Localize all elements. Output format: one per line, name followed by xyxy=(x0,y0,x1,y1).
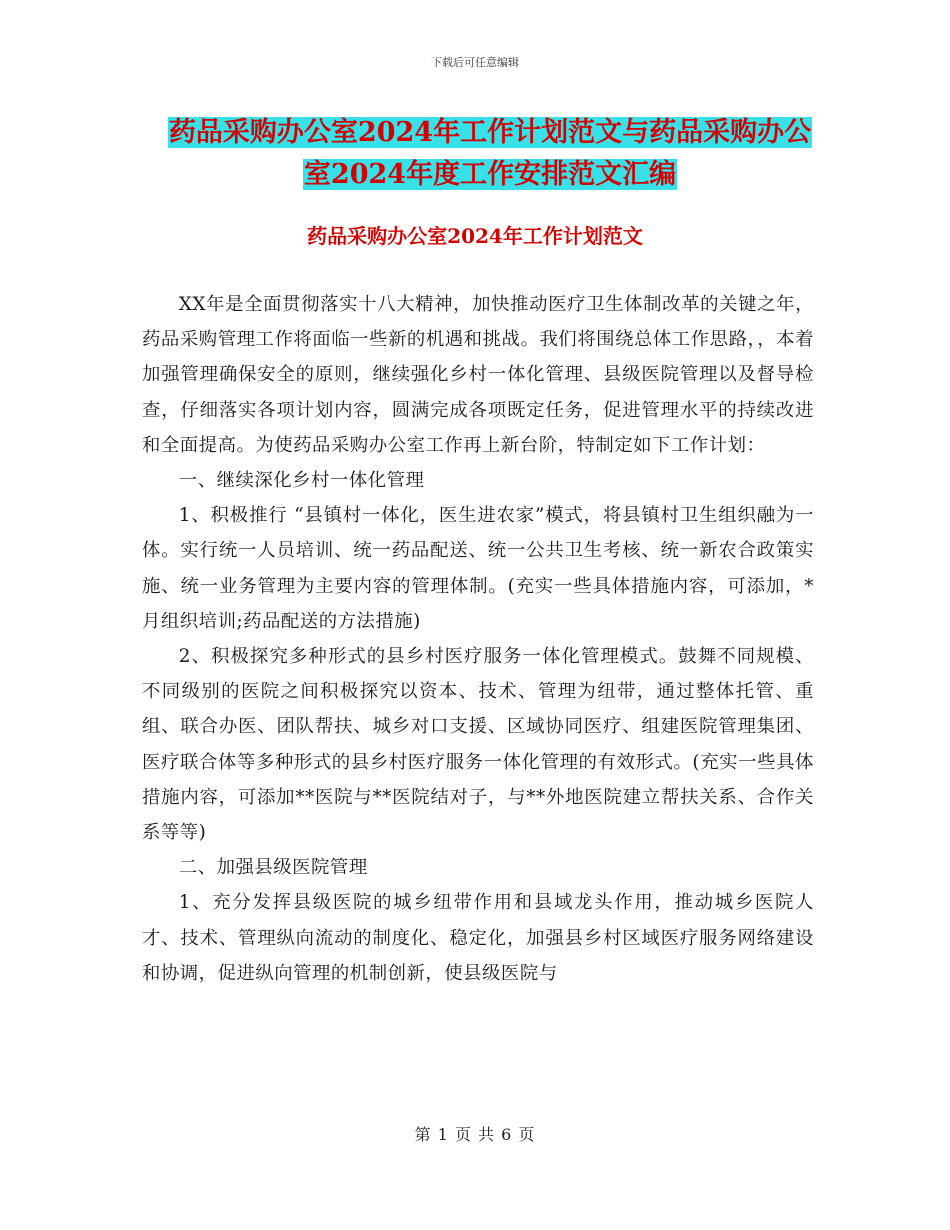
document-title xyxy=(140,112,840,196)
heading-section-1: 一、继续深化乡村一体化管理 xyxy=(178,470,425,492)
paragraph-item-1-2: 2、积极探究多种形式的县乡村医疗服务一体化管理模式。鼓舞不同规模、不同级别的医院之间积极探究以资本、技术、管理为纽带，通过整体托管、重组、联合办医、团队帮扶、城乡对口支援、区域协同医疗、组建医院管理集团、医疗联合体等多种形式的县乡村医疗服务一体化管理的有效形式。(充实一些具体措施内容，可添加**医院与**医院结对子，与**外地医院建立帮扶关系、合作关系等等) xyxy=(142,646,814,844)
heading-section-2: 二、加强县级医院管理 xyxy=(178,857,368,879)
document-title-line-2: 室2024年度工作安排范文汇编 xyxy=(303,159,677,190)
paragraph-item-2-1: 1、充分发挥县级医院的城乡纽带作用和县域龙头作用，推动城乡医院人才、技术、管理纵向流动的制度化、稳定化，加强县乡村区域医疗服务网络建设和协调，促进纵向管理的机制创新，使县级医院与 xyxy=(142,892,814,984)
page-header-note: 下载后可任意编辑 xyxy=(431,56,519,69)
paragraph-item-1-1: 1、积极推行 “县镇村一体化，医生进农家”模式，将县镇村卫生组织融为一体。实行统一人员培训、统一药品配送、统一公共卫生考核、统一新农合政策实施、统一业务管理为主要内容的管理体制。(充实一些具体措施内容，可添加，*月组织培训;药品配送的方法措施) xyxy=(142,505,814,632)
document-title-line-1: 药品采购办公室2024年工作计划范文与药品采购办公 xyxy=(168,117,812,148)
section-title: 药品采购办公室2024年工作计划范文 xyxy=(307,224,643,248)
page-number-footer: 第 1 页 共 6 页 xyxy=(414,1125,536,1144)
paragraph-intro: XX年是全面贯彻落实十八大精神，加快推动医疗卫生体制改革的关键之年，药品采购管理工作将面临一些新的机遇和挑战。我们将围绕总体工作思路，，本着加强管理确保安全的原则，继续强化乡村一体化管理、县级医院管理以及督导检查，仔细落实各项计划内容，圆满完成各项既定任务，促进管理水平的持续改进和全面提高。为使药品采购办公室工作再上新台阶，特制定如下工作计划： xyxy=(142,294,814,456)
document-body xyxy=(142,287,814,991)
